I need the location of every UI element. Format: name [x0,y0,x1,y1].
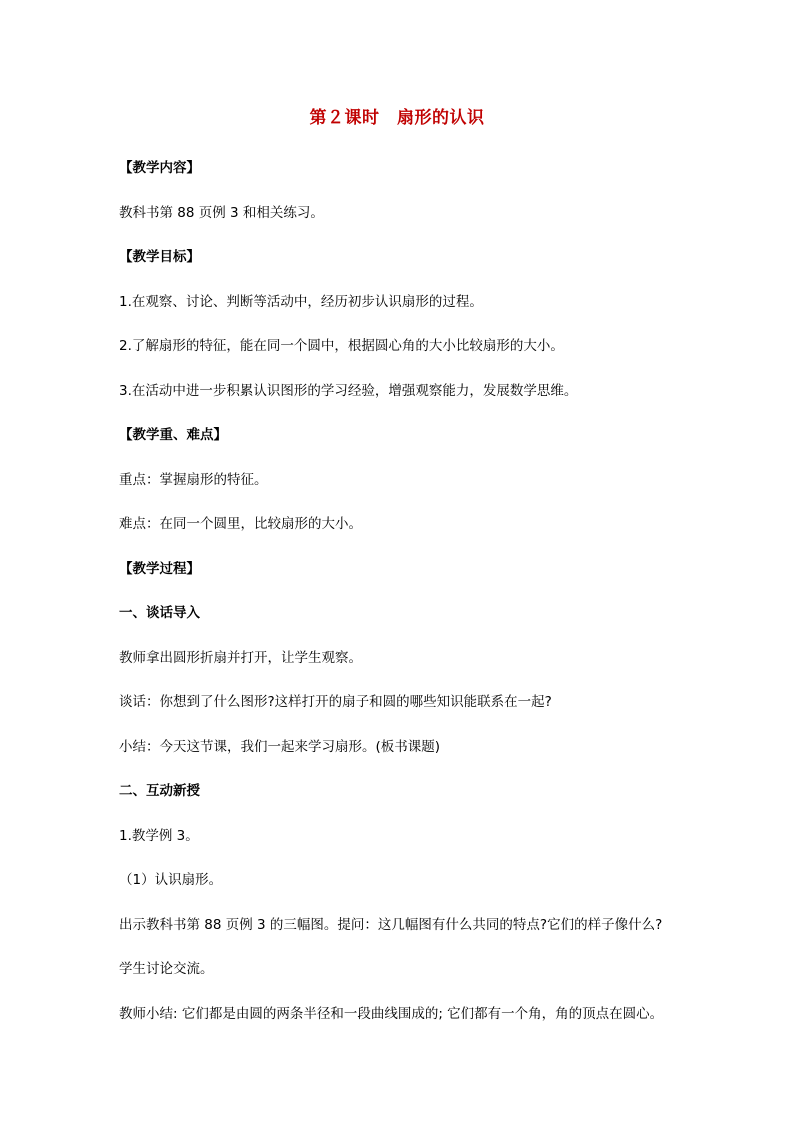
paragraph: （1）认识扇形。 [119,872,223,888]
paragraph: 学生讨论交流。 [119,961,214,977]
goal-item: 1.在观察、讨论、判断等活动中，经历初步认识扇形的过程。 [119,294,483,310]
process-heading: 【教学过程】 [119,561,200,577]
part1-heading: 一、谈话导入 [119,605,200,621]
part2-heading: 二、互动新授 [119,783,200,799]
paragraph: 小结：今天这节课，我们一起来学习扇形。(板书课题) [119,739,441,755]
paragraph: 1.教学例 3。 [119,828,199,844]
goal-item: 2.了解扇形的特征，能在同一个圆中，根据圆心角的大小比较扇形的大小。 [119,338,564,354]
content-heading: 【教学内容】 [119,160,200,176]
page-title: 第２课时 扇形的认识 [309,108,485,128]
content-text: 教科书第 88 页例 3 和相关练习。 [119,205,324,221]
difficult-point: 难点：在同一个圆里，比较扇形的大小。 [119,516,362,532]
key-point: 重点：掌握扇形的特征。 [119,472,268,488]
paragraph: 教师小结: 它们都是由圆的两条半径和一段曲线围成的; 它们都有一个角，角的顶点在圆心。 [119,1006,664,1022]
key-heading: 【教学重、难点】 [119,427,227,443]
goal-item: 3.在活动中进一步积累认识图形的学习经验，增强观察能力，发展数学思维。 [119,383,578,399]
goals-heading: 【教学目标】 [119,249,200,265]
paragraph: 谈话：你想到了什么图形?这样打开的扇子和圆的哪些知识能联系在一起? [119,694,552,710]
paragraph: 教师拿出圆形折扇并打开，让学生观察。 [119,650,362,666]
paragraph: 出示教科书第 88 页例 3 的三幅图。提问：这几幅图有什么共同的特点?它们的样子像什么? [119,917,663,933]
